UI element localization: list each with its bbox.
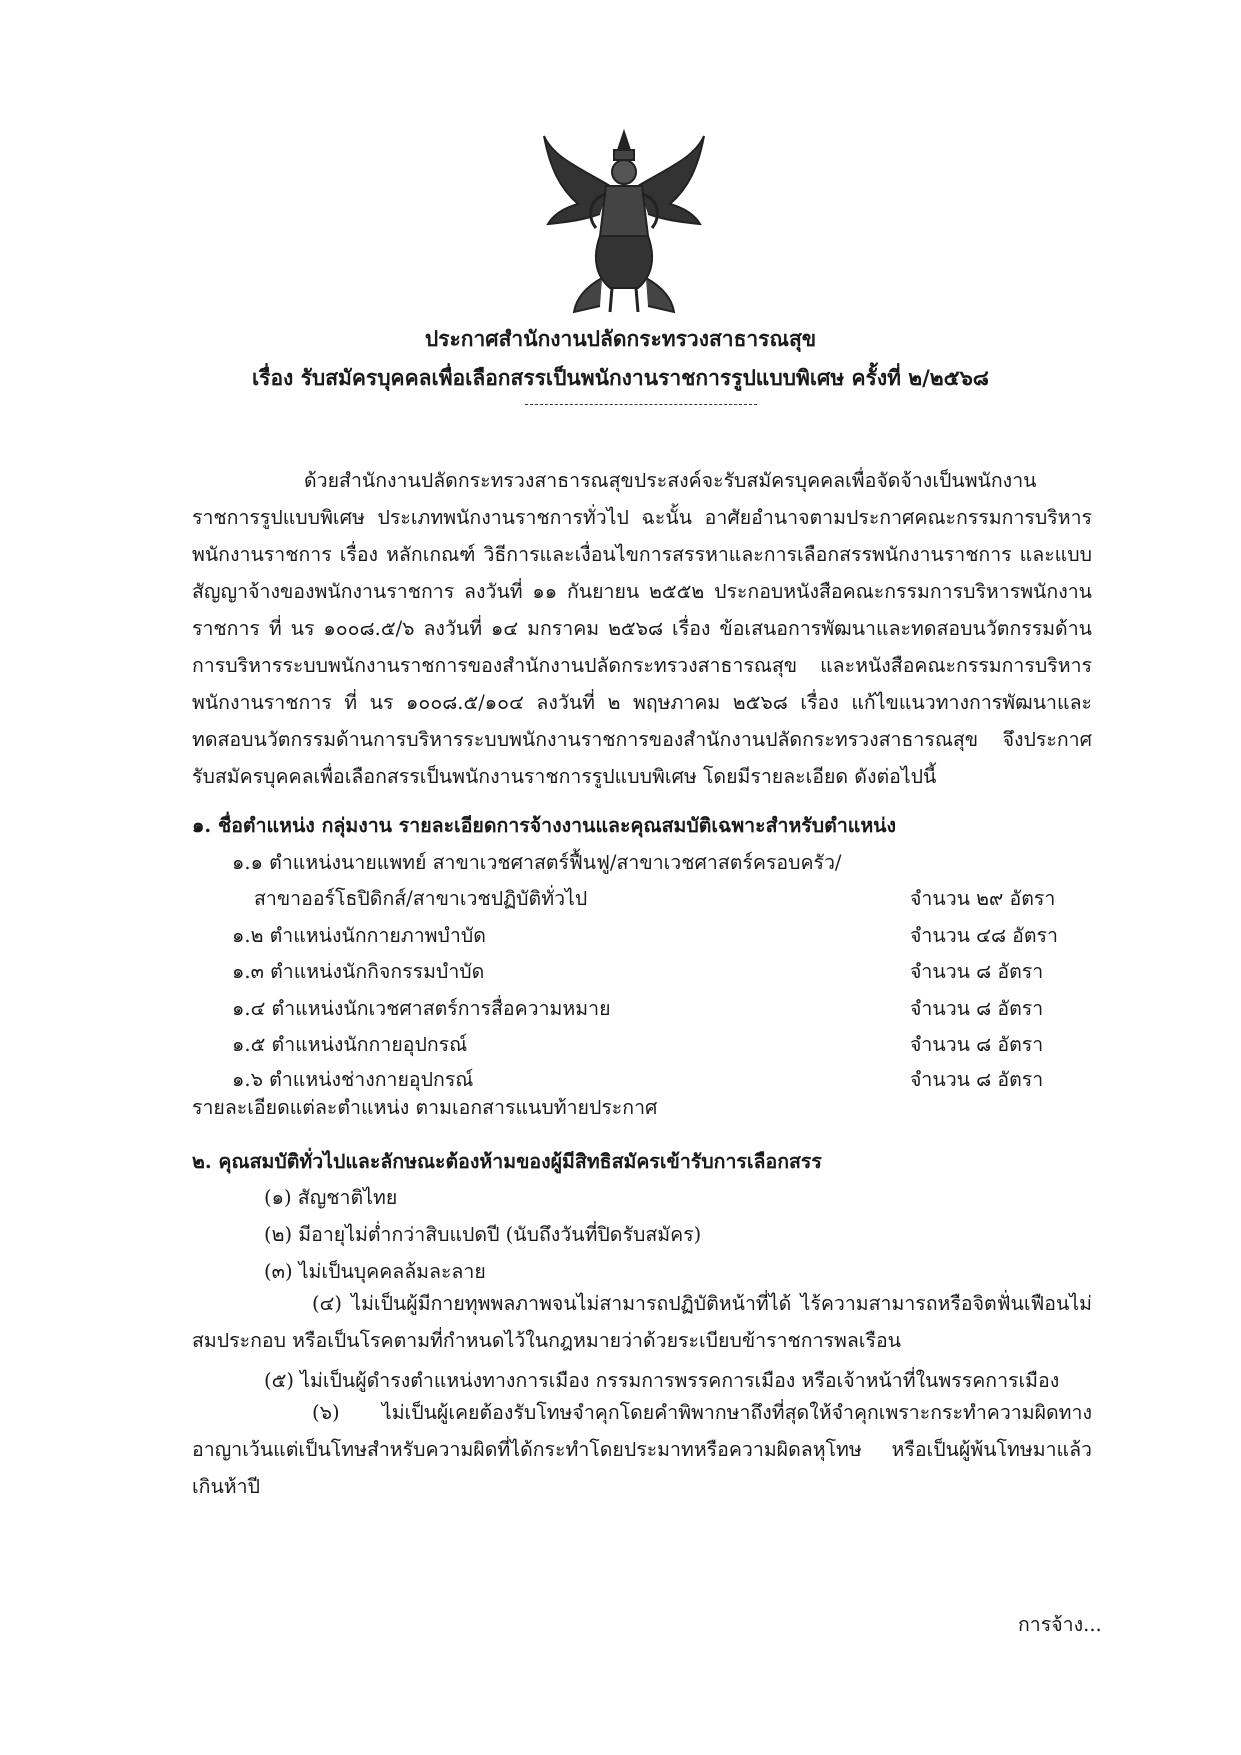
position-count: จำนวน ๘ อัตรา [910, 1033, 1044, 1056]
title-divider [525, 404, 757, 405]
qualification-item: (๕) ไม่เป็นผู้ดำรงตำแหน่งทางการเมือง กรรมการพรรคการเมือง หรือเจ้าหน้าที่ในพรรคการเมือง [264, 1369, 1060, 1392]
qualification-item: (๒) มีอายุไม่ต่ำกว่าสิบแปดปี (นับถึงวันที่ปิดรับสมัคร) [264, 1223, 702, 1246]
qualification-text: (๖) ไม่เป็นผู้เคยต้องรับโทษจำคุกโดยคำพิพากษาถึงที่สุดให้จำคุกเพราะกระทำความผิดทางอาญาเว้นแต่เป็นโทษสำหรับความผิดที่ได้กระทำโดยประมาทหรือความผิดลหุโทษ หรือเป็นผู้พ้นโทษมาแล้วเกินห้าปี [192, 1401, 1092, 1498]
position-count: จำนวน ๒๙ อัตรา [910, 887, 1056, 910]
section2-heading: ๒. คุณสมบัติทั่วไปและลักษณะต้องห้ามของผู้มีสิทธิสมัครเข้ารับการเลือกสรร [192, 1150, 822, 1173]
positions-note: รายละเอียดแต่ละตำแหน่ง ตามเอกสารแนบท้ายประกาศ [192, 1096, 658, 1119]
document-title: ประกาศสำนักงานปลัดกระทรวงสาธารณสุข [424, 326, 817, 351]
position-count: จำนวน ๘ อัตรา [910, 997, 1044, 1020]
position-count: จำนวน ๘ อัตรา [910, 1068, 1044, 1091]
position-item: ๑.๑ ตำแหน่งนายแพทย์ สาขาเวชศาสตร์ฟื้นฟู/สาขาเวชศาสตร์ครอบครัว/ [232, 851, 842, 874]
position-count: จำนวน ๘ อัตรา [910, 960, 1044, 983]
intro-paragraph: ด้วยสำนักงานปลัดกระทรวงสาธารณสุขประสงค์จะรับสมัครบุคคลเพื่อจัดจ้างเป็นพนักงานราชการรูปแบบพิเศษ ประเภทพนักงานราชการทั่วไป ฉะนั้น อาศัยอำนาจตามประกาศคณะกรรมการบริหารพนักงานราชการ เรื่อง หลักเกณฑ์ วิธีการและเงื่อนไขการสรรหาและการเลือกสรรพนักงานราชการ และแบบสัญญาจ้างของพนักงานราชการ ลงวันที่ ๑๑ กันยายน ๒๕๕๒ ประกอบหนังสือคณะกรรมการบริหารพนักงานราชการ ที่ นร ๑๐๐๘.๕/๖ ลงวันที่ ๑๔ มกราคม ๒๕๖๘ เรื่อง ข้อเสนอการพัฒนาและทดสอบนวัตกรรมด้านการบริหารระบบพนักงานราชการของสำนักงานปลัดกระทรวงสาธารณสุข และหนังสือคณะกรรมการบริหารพนักงานราชการ ที่ นร ๑๐๐๘.๕/๑๐๔ ลงวันที่ ๒ พฤษภาคม ๒๕๖๘ เรื่อง แก้ไขแนวทางการพัฒนาและทดสอบนวัตกรรมด้านการบริหารระบบพนักงานราชการของสำนักงานปลัดกระทรวงสาธารณสุข จึงประกาศรับสมัครบุคคลเพื่อเลือกสรรเป็นพนักงานราชการรูปแบบพิเศษ โดยมีรายละเอียด ดังต่อไปนี้ [192, 469, 1092, 788]
qualification-text: (๔) ไม่เป็นผู้มีกายทุพพลภาพจนไม่สามารถปฏิบัติหน้าที่ได้ ไร้ความสามารถหรือจิตฟั่นเฟือนไม่สมประกอบ หรือเป็นโรคตามที่กำหนดไว้ในกฎหมายว่าด้วยระเบียบข้าราชการพลเรือน [192, 1292, 1092, 1352]
position-item: ๑.๒ ตำแหน่งนักกายภาพบำบัด [232, 924, 486, 947]
continued-marker: การจ้าง... [1018, 1613, 1102, 1636]
position-count: จำนวน ๔๘ อัตรา [910, 924, 1058, 947]
position-item: ๑.๓ ตำแหน่งนักกิจกรรมบำบัด [232, 960, 485, 983]
section1-heading: ๑. ชื่อตำแหน่ง กลุ่มงาน รายละเอียดการจ้างงานและคุณสมบัติเฉพาะสำหรับตำแหน่ง [192, 814, 897, 837]
qualification-item [192, 1394, 1092, 1505]
garuda-emblem-icon [540, 128, 708, 316]
position-item: ๑.๖ ตำแหน่งช่างกายอุปกรณ์ [232, 1068, 474, 1091]
qualification-item: (๓) ไม่เป็นบุคคลล้มละลาย [264, 1260, 486, 1283]
qualification-item [192, 1285, 1092, 1359]
position-item: ๑.๔ ตำแหน่งนักเวชศาสตร์การสื่อความหมาย [232, 997, 611, 1020]
document-subject: เรื่อง รับสมัครบุคคลเพื่อเลือกสรรเป็นพนักงานราชการรูปแบบพิเศษ ครั้งที่ ๒/๒๕๖๘ [251, 365, 990, 390]
position-item-continued: สาขาออร์โธปิดิกส์/สาขาเวชปฏิบัติทั่วไป [254, 887, 588, 910]
position-item: ๑.๕ ตำแหน่งนักกายอุปกรณ์ [232, 1033, 468, 1056]
qualification-item: (๑) สัญชาติไทย [264, 1186, 398, 1209]
